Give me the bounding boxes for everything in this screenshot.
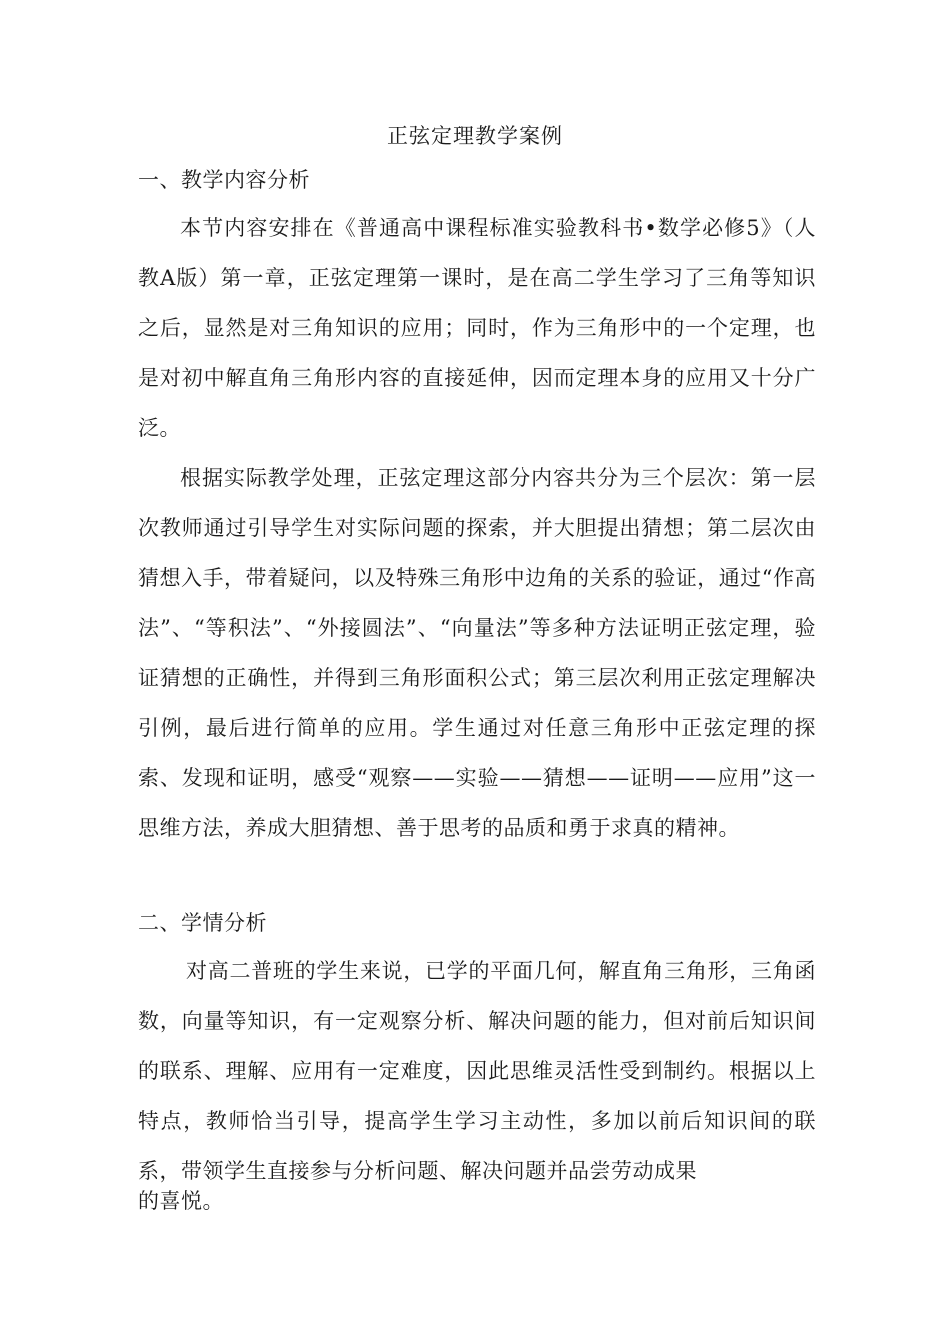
paragraph-student-analysis: 对高二普班的学生来说，已学的平面几何，解直角三角形，三角函数，向量等知识，有一定观察分析、解决问题的能力，但对前后知识间的联系、理解、应用有一定难度，因此思维灵活性受到制约。根据以上特点，教师恰当引导，提高学生学习主动性，多加以前后知识间的联系，带领学生直接参与分析问题、解决问题并品尝劳动成果 [138,959,816,1183]
paragraph-content-placement: 本节内容安排在《普通高中课程标准实验教科书•数学必修5》（人教A版）第一章，正弦定理第一课时，是在高二学生学习了三角等知识之后，显然是对三角知识的应用；同时，作为三角形中的一个定理，也是对初中解直角三角形内容的直接延伸，因而定理本身的应用又十分广泛。 [138,216,816,440]
document-title: 正弦定理教学案例 [387,124,563,148]
section-heading-content-analysis: 一、教学内容分析 [138,168,310,192]
paragraph-teaching-levels: 根据实际教学处理，正弦定理这部分内容共分为三个层次：第一层次教师通过引导学生对实际问题的探索，并大胆提出猜想；第二层次由猜想入手，带着疑问，以及特殊三角形中边角的关系的验证，通过“作高法”、“等积法”、“外接圆法”、“向量法”等多种方法证明正弦定理，验证猜想的正确性，并得到三角形面积公式；第三层次利用正弦定理解决引例，最后进行简单的应用。学生通过对任意三角形中正弦定理的探索、发现和证明，感受“观察——实验——猜想——证明——应用”这一思维方法，养成大胆猜想、善于思考的品质和勇于求真的精神。 [138,466,816,840]
paragraph-student-analysis-tail: 的喜悦。 [138,1189,224,1213]
section-heading-student-analysis: 二、学情分析 [138,911,267,935]
